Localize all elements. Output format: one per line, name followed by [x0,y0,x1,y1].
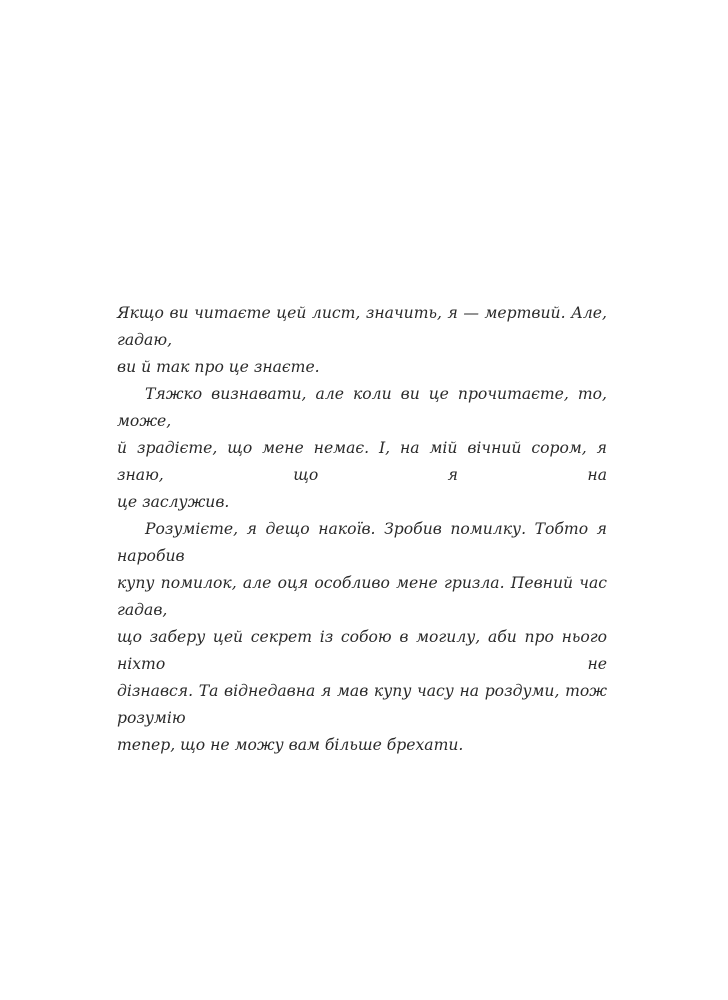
text-line: ви й так про це знаєте. [117,358,320,376]
text-line: це заслужив. [117,493,230,511]
text-line: Тяжко визнавати, але коли ви це прочитаєте, то, може, [117,385,607,430]
text-line: й зрадієте, що мене немає. І, на мій вічний сором, я знаю, що я на [117,439,607,484]
text-line: Розумієте, я дещо накоїв. Зробив помилку. Тобто я наробив [117,520,607,565]
text-line: тепер, що не можу вам більше брехати. [117,736,464,754]
text-line: Якщо ви читаєте цей лист, значить, я — мертвий. Але, гадаю, [117,304,607,349]
text-line: купу помилок, але оця особливо мене гризла. Певний час гадав, [117,574,607,619]
text-line: що заберу цей секрет із собою в могилу, аби про нього ніхто не [117,628,607,673]
paragraph-3 [117,516,607,759]
paragraph-1 [117,300,607,381]
paragraph-2 [117,381,607,516]
text-line: дізнався. Та віднедавна я мав купу часу на роздуми, тож розумію [117,682,607,727]
letter-text [117,300,607,759]
